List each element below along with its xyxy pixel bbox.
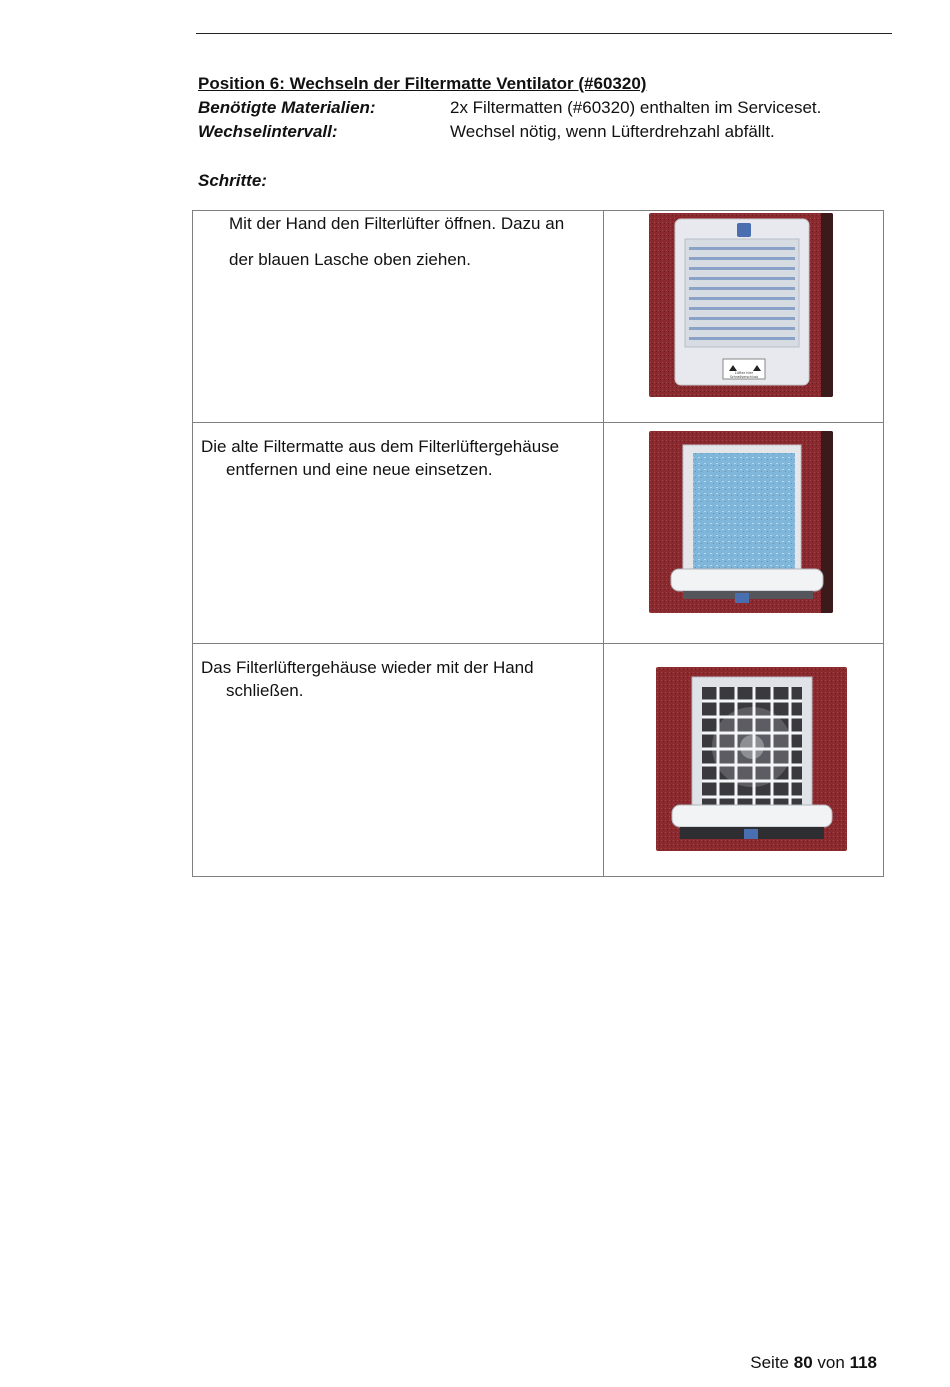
- step-3-line-2: schließen.: [226, 681, 304, 700]
- step-2-line-1: Die alte Filtermatte aus dem Filterlüftergehäuse: [201, 437, 560, 456]
- steps-heading: Schritte:: [198, 171, 267, 190]
- filter-mat-photo-icon: [649, 431, 833, 613]
- page-total: 118: [849, 1353, 877, 1372]
- photo-label-line-1: Lüfter hier: [735, 371, 754, 375]
- table-row: [193, 211, 884, 423]
- step-1-text-cell: [193, 211, 604, 423]
- page-number: 80: [793, 1353, 813, 1372]
- step-1-image-cell: [604, 211, 884, 423]
- step-1-line-1: Mit der Hand den Filterlüfter öffnen. Dazu an: [229, 214, 565, 233]
- step-1-line-2: der blauen Lasche oben ziehen.: [229, 250, 471, 269]
- fan-grille-photo-icon: [656, 667, 847, 851]
- steps-table: [192, 210, 884, 877]
- step-2-text-cell: [193, 423, 604, 644]
- step-2-line-2: entfernen und eine neue einsetzen.: [226, 460, 493, 479]
- footer-middle: von: [817, 1353, 845, 1372]
- table-row: [193, 423, 884, 644]
- step-3-image-cell: [604, 644, 884, 877]
- interval-label: Wechselintervall:: [198, 122, 338, 141]
- fan-closed-photo-icon: [649, 213, 833, 397]
- step-2-image-cell: [604, 423, 884, 644]
- page-footer: [750, 1353, 877, 1373]
- step-3-line-1: Das Filterlüftergehäuse wieder mit der Hand: [201, 658, 534, 677]
- photo-label-line-2: Schnellverschluss: [730, 375, 759, 379]
- section-title: Position 6: Wechseln der Filtermatte Ventilator (#60320): [198, 74, 647, 93]
- footer-prefix: Seite: [750, 1353, 790, 1372]
- table-row: [193, 644, 884, 877]
- header-rule: [196, 33, 892, 34]
- materials-value: 2x Filtermatten (#60320) enthalten im Serviceset.: [450, 98, 822, 117]
- materials-label: Benötigte Materialien:: [198, 98, 376, 117]
- interval-value: Wechsel nötig, wenn Lüfterdrehzahl abfällt.: [450, 122, 775, 141]
- step-3-text-cell: [193, 644, 604, 877]
